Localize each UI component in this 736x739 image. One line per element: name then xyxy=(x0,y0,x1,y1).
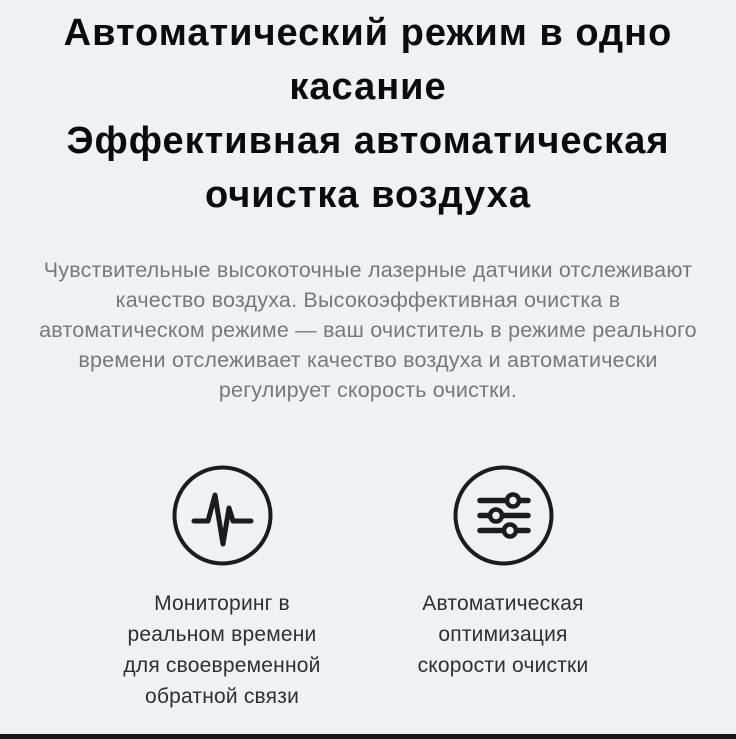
pulse-waveform-icon xyxy=(172,465,273,566)
intro-line-3: автоматическом режиме — ваш очиститель в режиме реального xyxy=(39,318,697,342)
feature-label-line: Мониторинг в xyxy=(154,592,290,615)
features-row xyxy=(0,465,736,712)
feature-label-line: оптимизация xyxy=(438,623,568,646)
hero-subtitle-line-2: очистка воздуха xyxy=(204,174,532,216)
intro-line-4: времени отслеживает качество воздуха и автоматически xyxy=(78,348,658,372)
hero-heading xyxy=(0,0,736,222)
feature-label-line: для своевременной xyxy=(123,654,321,677)
hero-title-line-1: Автоматический режим в одно xyxy=(63,12,673,54)
intro-line-5: регулирует скорость очистки. xyxy=(218,378,518,402)
feature-monitoring xyxy=(82,465,363,712)
feature-optimization-label xyxy=(418,588,589,681)
intro-paragraph xyxy=(0,255,736,405)
feature-label-line: обратной связи xyxy=(144,685,299,708)
bottom-bar xyxy=(0,734,736,739)
intro-line-1: Чувствительные высокоточные лазерные датчики отслеживают xyxy=(43,258,693,282)
hero-title-line-2: касание xyxy=(289,66,447,108)
feature-monitoring-label xyxy=(123,588,320,712)
feature-optimization xyxy=(363,465,644,712)
hero-subtitle-line-1: Эффективная автоматическая xyxy=(66,120,670,162)
feature-label-line: реальном времени xyxy=(127,623,317,646)
sliders-icon xyxy=(453,465,554,566)
intro-line-2: качество воздуха. Высокоэффективная очистка в xyxy=(115,288,621,312)
feature-label-line: Автоматическая xyxy=(422,592,584,615)
feature-label-line: скорости очистки xyxy=(417,654,589,677)
